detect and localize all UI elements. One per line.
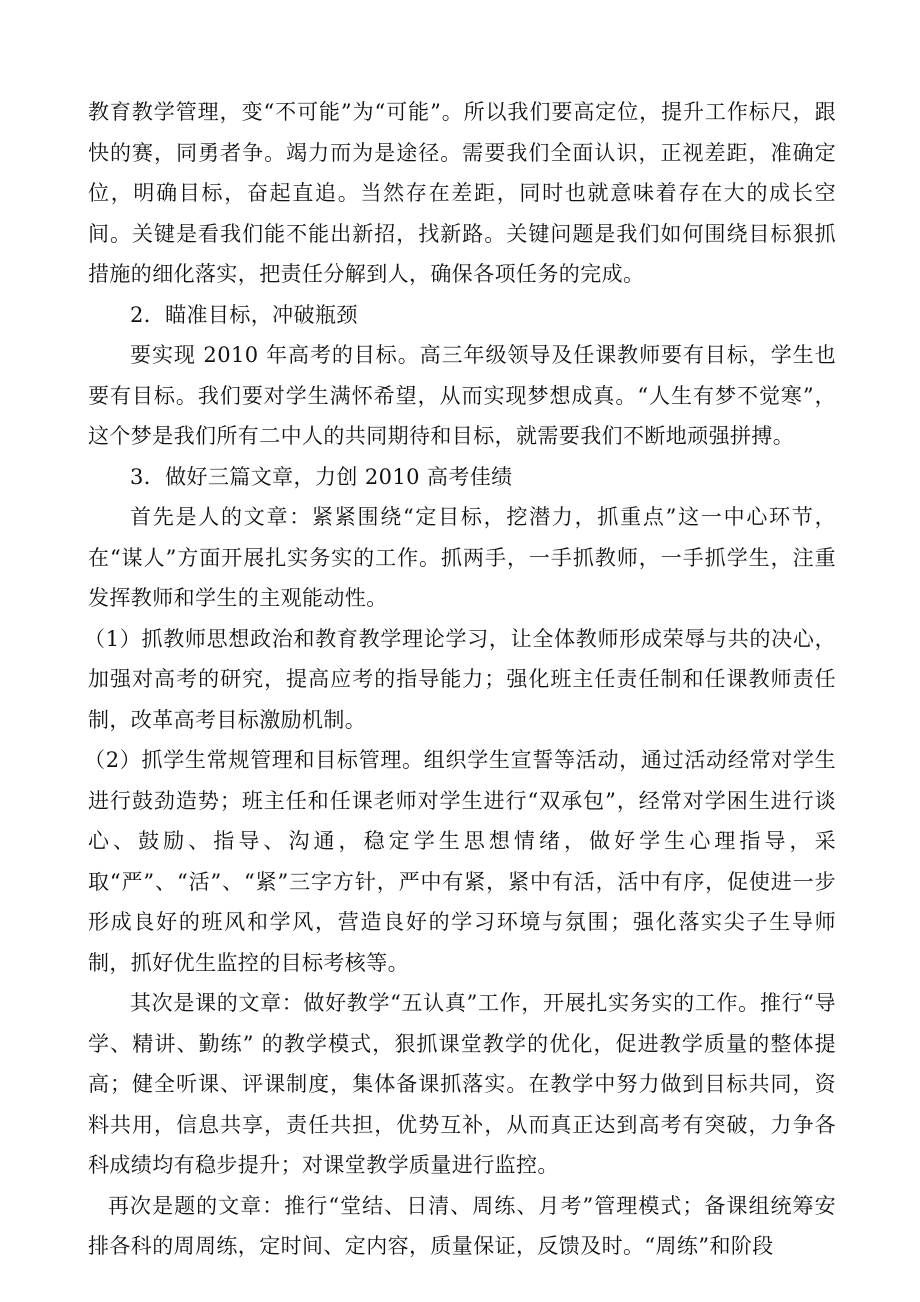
paragraph-management-positioning: 教育教学管理，变“不可能”为“可能”。所以我们要高定位，提升工作标尺，跟快的赛，同勇者争。竭力而为是途径。需要我们全面认识，正视差距，准确定位，明确目标，奋起直追。当然存在差距，同时也就意味着存在大的成长空间。关键是看我们能不能出新招，找新路。关键问题是我们如何围绕目标狠抓措施的细化落实，把责任分解到人，确保各项任务的完成。 [88,100,836,286]
heading-aim-target: 2．瞄准目标，冲破瓶颈 [130,302,358,327]
document-page [84,92,836,1267]
paragraph-teacher-study: （1）抓教师思想政治和教育教学理论学习，让全体教师形成荣辱与共的决心，加强对高考的研究，提高应考的指导能力；强化班主任责任制和任课教师责任制，改革高考目标激励机制。 [84,626,836,732]
paragraph-2010-goal: 要实现 2010 年高考的目标。高三年级领导及任课教师要有目标，学生也要有目标。我们要对学生满怀希望，从而实现梦想成真。“人生有梦不觉寒”，这个梦是我们所有二中人的共同期待和目标，就需要我们不断地顽强拼搏。 [88,343,836,448]
paragraph-lesson-article: 其次是课的文章：做好教学“五认真”工作，开展扎实务实的工作。推行“导学、精讲、勤练” 的教学模式，狠抓课堂教学的优化，促进教学质量的整体提高；健全听课、评课制度，集体备课抓落实。在教学中努力做到目标共同，资料共用，信息共享，责任共担，优势互补，从而真正达到高考有突破，力争各科成绩均有稳步提升；对课堂教学质量进行监控。 [88,991,836,1177]
paragraph-student-management: （2）抓学生常规管理和目标管理。组织学生宣誓等活动，通过活动经常对学生进行鼓劲造势；班主任和任课老师对学生进行“双承包”，经常对学困生进行谈心、鼓励、指导、沟通，稳定学生思想情绪，做好学生心理指导，采取“严”、“活”、“紧”三字方针，严中有紧，紧中有活，活中有序，促使进一步形成良好的班风和学风，营造良好的学习环境与氛围；强化落实尖子生导师制，抓好优生监控的目标考核等。 [84,748,836,975]
paragraph-people-article: 首先是人的文章：紧紧围绕“定目标，挖潜力，抓重点”这一中心环节，在“谋人”方面开展扎实务实的工作。抓两手，一手抓教师，一手抓学生，注重发挥教师和学生的主观能动性。 [88,505,836,610]
heading-three-articles: 3．做好三篇文章，力创 2010 高考佳绩 [130,464,513,489]
paragraph-exercise-article: 再次是题的文章：推行“堂结、日清、周练、月考”管理模式；备课组统筹安排各科的周周练，定时间、定内容，质量保证，反馈及时。“周练”和阶段 [88,1193,836,1258]
